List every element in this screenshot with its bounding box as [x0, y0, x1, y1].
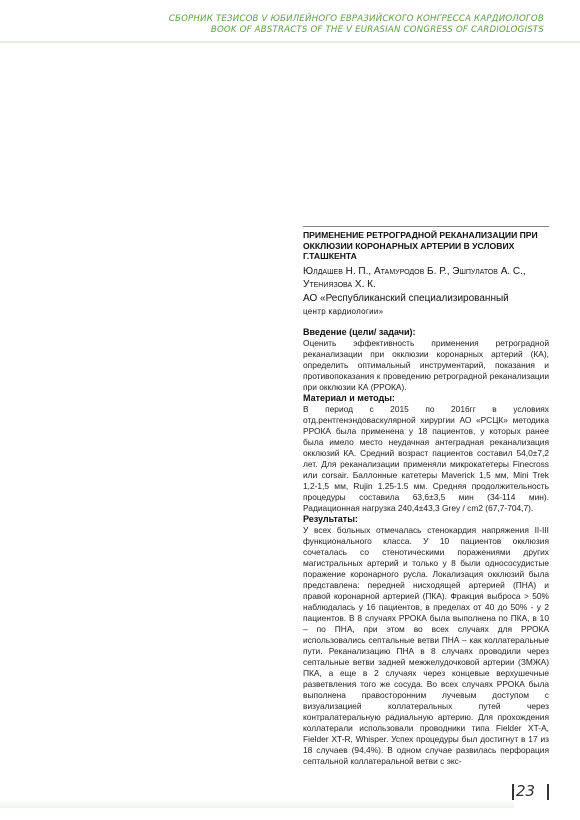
running-header-ru: СБОРНИК ТЕЗИСОВ V ЮБИЛЕЙНОГО ЕВРАЗИЙСКОГО КОНГРЕССА КАРДИОЛОГОВ	[168, 14, 544, 24]
section-heading-intro: Введение (цели/ задачи):	[303, 327, 416, 337]
section-heading-methods: Материал и методы:	[303, 393, 395, 403]
running-header-en: BOOK OF ABSTRACTS OF THE V EURASIAN CONGRESS OF CARDIOLOGISTS	[210, 25, 544, 35]
section-text-results: У всех больных отмечалась стенокардия напряжения II-III функционального класса. У 10 пациентов окклюзия сочеталась со стенотическими поражениями других магистральных артерий и только у 8 были однососудистые поражение коронарного русла. Локализация окклюзий была представлена: передней нисходящей артерией (ПНА) и правой коронарной артерией (ПКА). Фракция выброса > 50% наблюдалась у 16 пациентов, в пределах от 40 до 50% - у 2 пациентов. В 8 случаях РРОКА была выполнена по ПКА, в 10 – по ПНА, при этом во всех случаях для РРОКА использовались септальные ветви ПНА – как коллатеральные пути. Реканализацию ПНА в 8 случаях проводили через септальные ветви задней межжелудочковой артерии (ЗМЖА) ПКА, а еще в 2 случаях через концевые верхушечные разветвления того же сосуда. Во всех случаях РРОКА была выполнена правосторонним лучевым доступом с визуализацией коллатеральных путей через контралатеральную радиальную артерию. Для прохождения коллатерали использовали проводники типа Fielder XT-A, Fielder XT-R, Whisper. Успех процедуры был достигнут в 17 из 18 случаев (94,4%). В одном случае развилась перфорация септальной коллатеральной ветви с экс-	[303, 525, 549, 766]
page-number-bar-right	[547, 784, 549, 800]
article-organization	[303, 292, 549, 320]
article-authors	[303, 265, 549, 292]
section-text-methods: В период с 2015 по 2016гг в условиях отд.рентгенэндоваскулярной хирургии АО «РСЦК» методика РРОКА была применена у 18 пациентов, у которых ранее была имело место неудачная антеградная реканализация окклюзий КА. Средний возраст пациентов составил 54,0±7,2 лет. Для реканализации применяли микрокатетеры Finecross или corsair. Баллонные катетеры Maverick 1,5 мм, Mini Trek 1,2-1,5 мм, Rujin 1.25-1.5 мм. Средняя продолжительность процедуры составила 63,6±3,5 мин (34-114 мин). Радиационная нагрузка 240,4±43,3 Grey / cm2 (67,7-704,7).	[303, 404, 549, 513]
abstract-article	[303, 230, 549, 767]
authors-text: Юлдашев Н. П., Атамуродов Б. Р., Эшпулатов А. С., Утениязова Х. К.	[303, 265, 526, 290]
article-title: ПРИМЕНЕНИЕ РЕТРОГРАДНОЙ РЕКАНАЛИЗАЦИИ ПРИ ОККЛЮЗИИ КОРОНАРНЫХ АРТЕРИИ В УСЛОВИХ Г.ТАШКЕНТА	[303, 230, 538, 261]
org-line-2: центр кардиологии»	[303, 307, 384, 316]
header-divider	[0, 41, 580, 43]
running-header	[0, 14, 580, 36]
page-number-bar-left	[512, 784, 514, 800]
org-line-1: АО «Республиканский специализированный	[303, 292, 509, 304]
section-text-intro: Оценить эффективность применения ретроградной реканализации при окклюзии коронарных артерий (КА), определить оптимальный инструментарий, показания и противопоказания к проведению ретроградной реканализации при окклюзии КА (РРОКА).	[303, 338, 549, 392]
footer-divider	[0, 800, 514, 808]
title-divider	[303, 226, 549, 227]
page-number: 23	[516, 782, 536, 800]
section-heading-results: Результаты:	[303, 514, 358, 524]
